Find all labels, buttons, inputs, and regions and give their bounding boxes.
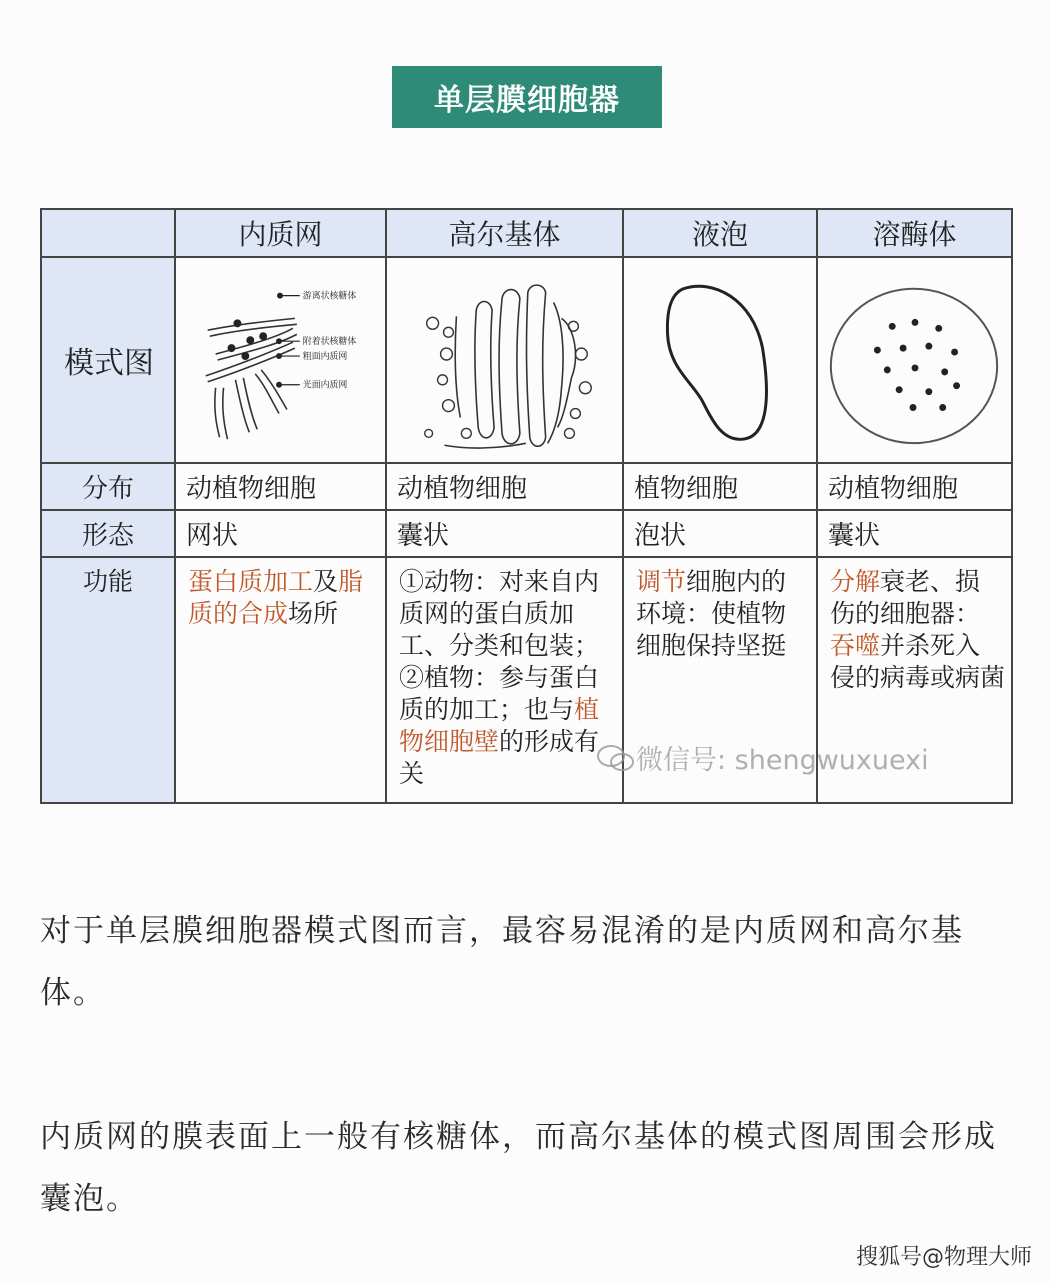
distribution-vacuole: 植物细胞 <box>623 463 817 510</box>
function-vacuole-text-1: 细胞内的环境：使植物细胞保持坚挺 <box>636 567 787 660</box>
function-golgi <box>386 557 623 803</box>
header-lysosome: 溶酶体 <box>817 209 1012 257</box>
function-lysosome-highlight-1: 分解 <box>830 567 881 596</box>
function-golgi-text-2: 的形成有关 <box>399 727 600 788</box>
table-row-shape <box>41 510 1012 557</box>
row-label-shape: 形态 <box>41 510 175 557</box>
source-footer: 搜狐号@物理大师 <box>855 1245 1032 1270</box>
golgi-diagram-cell <box>386 257 623 463</box>
distribution-golgi: 动植物细胞 <box>386 463 623 510</box>
shape-lysosome: 囊状 <box>817 510 1012 557</box>
vacuole-diagram <box>624 258 816 462</box>
distribution-lysosome: 动植物细胞 <box>817 463 1012 510</box>
table-row-distribution <box>41 463 1012 510</box>
function-golgi-highlight-1: 植物细胞壁 <box>399 695 600 756</box>
table-header-row <box>41 209 1012 257</box>
function-vacuole-highlight-1: 调节 <box>636 567 687 596</box>
golgi-diagram <box>387 258 622 462</box>
function-er-highlight-2: 脂质的合成 <box>188 567 364 628</box>
function-er-text-2: 场所 <box>288 599 339 628</box>
distribution-er: 动植物细胞 <box>175 463 386 510</box>
function-lysosome-text-2: 并杀死入侵的病毒或病菌 <box>830 631 1006 692</box>
shape-er: 网状 <box>175 510 386 557</box>
header-er: 内质网 <box>175 209 386 257</box>
function-lysosome-highlight-2: 吞噬 <box>830 631 881 660</box>
wechat-icon <box>596 743 636 773</box>
er-diagram <box>176 258 385 462</box>
shape-golgi: 囊状 <box>386 510 623 557</box>
paragraph-1: 对于单层膜细胞器模式图而言，最容易混淆的是内质网和高尔基体。 <box>40 913 964 1011</box>
vacuole-diagram-cell <box>623 257 817 463</box>
watermark-text: 微信号: shengwuxuexi <box>636 745 929 776</box>
paragraph-2: 内质网的膜表面上一般有核糖体，而高尔基体的模式图周围会形成囊泡。 <box>40 1119 997 1217</box>
section-title: 单层膜细胞器 <box>392 66 662 128</box>
function-er-text-1: 及 <box>313 567 339 596</box>
er-label-attached-ribosome: 附着状核糖体 <box>302 337 357 348</box>
er-label-smooth-er: 光面内质网 <box>302 380 348 391</box>
table-row-diagram <box>41 257 1012 463</box>
row-label-function: 功能 <box>41 557 175 803</box>
er-label-free-ribosome: 游离状核糖体 <box>302 291 357 302</box>
function-golgi-text-1: ①动物：对来自内质网的蛋白质加工、分类和包装；②植物：参与蛋白质的加工；也与 <box>399 567 600 724</box>
header-golgi: 高尔基体 <box>386 209 623 257</box>
er-label-rough-er: 粗面内质网 <box>302 352 348 363</box>
function-lysosome-text-1: 衰老、损伤的细胞器： <box>830 567 981 628</box>
function-er <box>175 557 386 803</box>
lysosome-diagram-cell <box>817 257 1012 463</box>
organelle-table <box>40 208 1013 804</box>
row-label-diagram: 模式图 <box>41 257 175 463</box>
function-er-highlight-1: 蛋白质加工 <box>188 567 314 596</box>
shape-vacuole: 泡状 <box>623 510 817 557</box>
header-corner <box>41 209 175 257</box>
er-diagram-cell <box>175 257 386 463</box>
wechat-watermark <box>596 738 929 777</box>
header-vacuole: 液泡 <box>623 209 817 257</box>
row-label-distribution: 分布 <box>41 463 175 510</box>
lysosome-diagram <box>818 258 1011 462</box>
